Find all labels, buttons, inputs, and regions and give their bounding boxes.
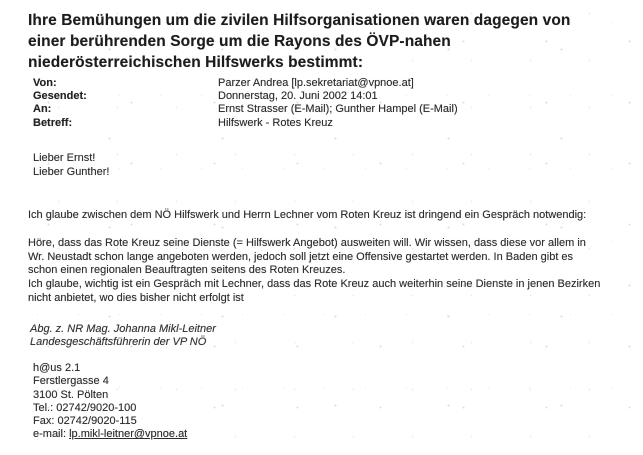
body-paragraph-2 [28,237,633,306]
von-value: Parzer Andrea [lp.sekretariat@vpnoe.at] [218,77,414,89]
footer-phone: Tel.: 02742/9020-100 [33,401,137,414]
footer-office: h@us 2.1 [33,362,81,374]
footer-fax: Fax: 02742/9020-115 [33,415,137,428]
email-header-row-von [33,77,458,90]
signature-title: Landesgeschäftsführerin der VP NÖ [30,336,207,349]
gesendet-label: Gesendet: [33,90,87,103]
body-line: nicht anbietet, wo dies bisher nicht erfolgt ist [28,291,244,304]
betreff-value: Hilfswerk - Rotes Kreuz [218,116,333,129]
body-line: Höre, dass das Rote Kreuz seine Dienste (= Hilfswerk Angebot) ausweiten will. Wir wissen, dass diese vor allem in [28,237,586,249]
footer-email-row [33,428,187,441]
email-header-row-gesendet [33,90,458,103]
body-paragraph-1: Ich glaube zwischen dem NÖ Hilfswerk und Herrn Lechner vom Roten Kreuz ist dringend ein Gespräch notwendig: [28,209,587,221]
intro-commentary-text: Ihre Bemühungen um die zivilen Hilfsorganisationen waren dagegen von einer berührenden Sorge um die Rayons des ÖVP-nahen niederösterreichischen Hilfswerks bestimmt: [28,12,571,71]
salutation-line: Lieber Gunther! [33,165,110,178]
von-label: Von: [33,77,57,89]
email-header-row-betreff [33,117,458,130]
contact-footer-block [33,362,187,442]
email-link: lp.mikl-leitner@vpnoe.at [69,428,188,441]
salutation-block [33,152,109,179]
gesendet-value: Donnerstag, 20. Juni 2002 14:01 [218,90,378,103]
an-value: Ernst Strasser (E-Mail); Gunther Hampel (E-Mail) [218,103,458,116]
signature-name: Abg. z. NR Mag. Johanna Mikl-Leitner [30,323,216,335]
email-header-block [33,77,458,130]
email-label: e-mail: [33,428,67,441]
body-line: Wr. Neustadt schon lange angeboten werden, jedoch soll jetzt eine Offensive gestartet werden. In Baden gibt es [28,250,574,263]
signature-block [30,323,216,349]
email-header-row-an [33,103,458,116]
salutation-line: Lieber Ernst! [33,152,96,164]
footer-street: Ferstlergasse 4 [33,375,109,388]
body-line: Ich glaube, wichtig ist ein Gespräch mit Lechner, dass das Rote Kreuz auch weiterhin seine Dienste in jenen Bezirken [28,278,601,291]
body-line: schon einen regionalen Beauftragten seitens des Roten Kreuzes. [28,264,346,277]
betreff-label: Betreff: [33,116,73,129]
footer-city: 3100 St. Pölten [33,388,109,401]
an-label: An: [33,103,52,116]
